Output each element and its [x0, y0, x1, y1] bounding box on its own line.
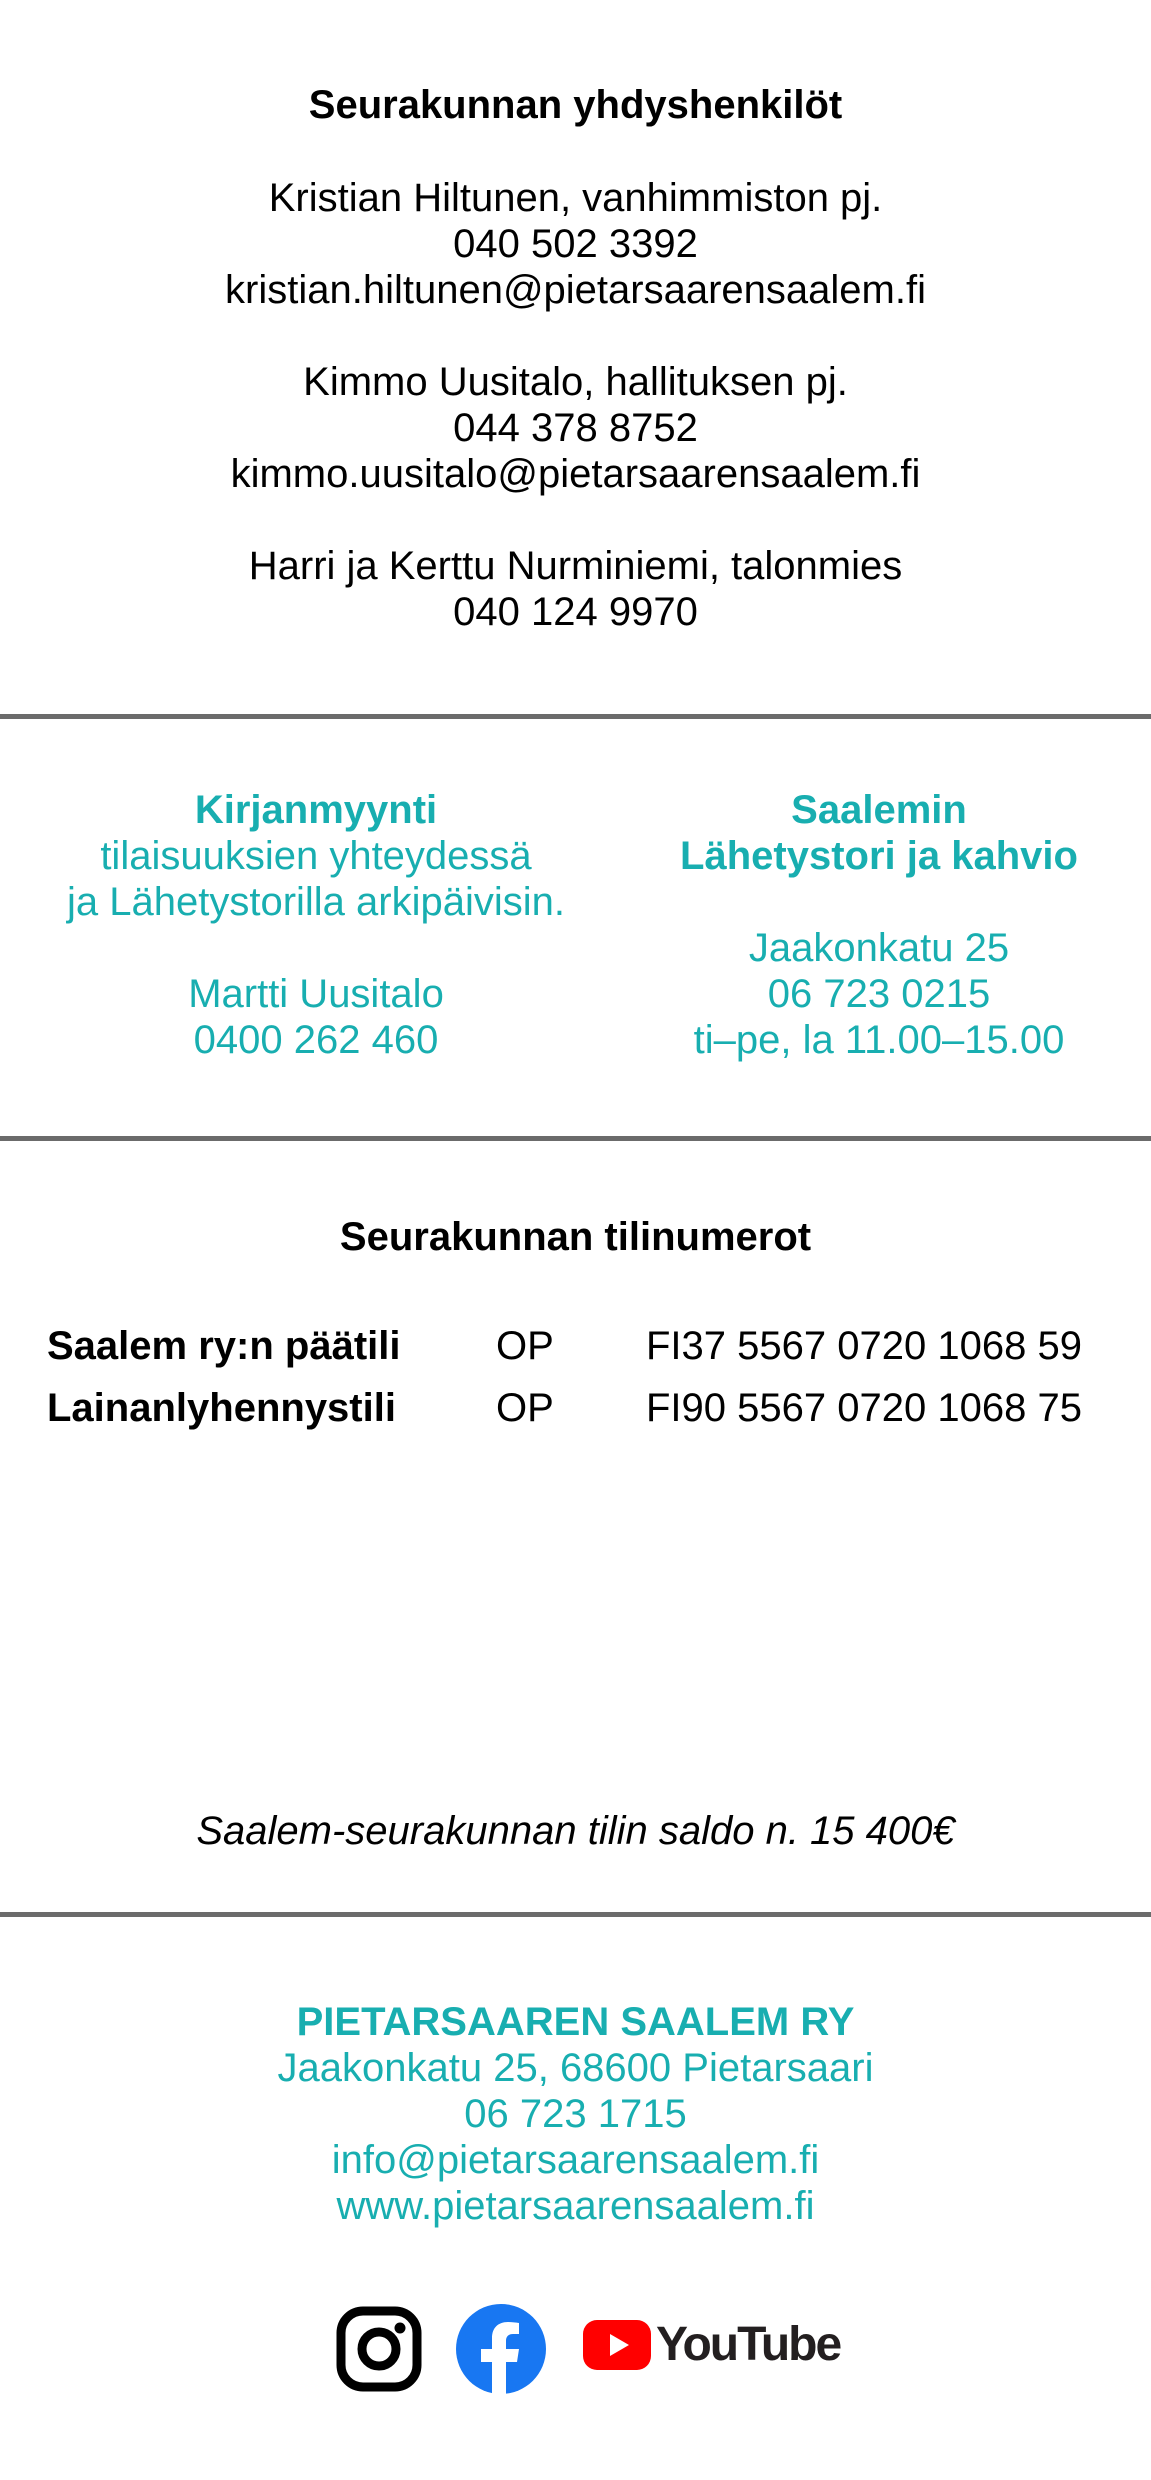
books-line1: tilaisuuksien yhteydessä	[100, 834, 532, 878]
contact-2-name: Kimmo Uusitalo, hallituksen pj.	[303, 360, 848, 404]
contact-3-name: Harri ja Kerttu Nurminiemi, talonmies	[248, 544, 903, 588]
shop-phone: 06 723 0215	[767, 972, 991, 1016]
footer-web[interactable]: www.pietarsaarensaalem.fi	[336, 2184, 815, 2228]
books-line2: ja Lähetystorilla arkipäivisin.	[66, 880, 565, 924]
account-1-iban: FI37 5567 0720 1068 59	[646, 1324, 1082, 1368]
divider-3	[0, 1912, 1151, 1917]
account-2-iban: FI90 5567 0720 1068 75	[646, 1386, 1082, 1430]
shop-title-1: Saalemin	[791, 788, 967, 832]
shop-address: Jaakonkatu 25	[748, 926, 1010, 970]
contact-1-name: Kristian Hiltunen, vanhimmiston pj.	[268, 176, 883, 220]
footer-address: Jaakonkatu 25, 68600 Pietarsaari	[277, 2046, 874, 2090]
account-2-bank: OP	[496, 1386, 554, 1430]
divider-2	[0, 1136, 1151, 1141]
shop-title-2: Lähetystori ja kahvio	[680, 834, 1078, 878]
contact-2-phone: 044 378 8752	[453, 406, 698, 450]
divider-1	[0, 714, 1151, 719]
footer-org: PIETARSAAREN SAALEM RY	[296, 2000, 855, 2044]
contact-2-email[interactable]: kimmo.uusitalo@pietarsaarensaalem.fi	[230, 452, 921, 496]
books-title: Kirjanmyynti	[194, 788, 438, 832]
books-contact-phone: 0400 262 460	[193, 1018, 439, 1062]
contact-3-phone: 040 124 9970	[453, 590, 698, 634]
shop-hours: ti–pe, la 11.00–15.00	[693, 1018, 1065, 1062]
shop-block	[632, 787, 1126, 1063]
books-contact-name: Martti Uusitalo	[188, 972, 444, 1016]
footer-block	[0, 1999, 1151, 2229]
footer-phone: 06 723 1715	[464, 2092, 687, 2136]
youtube-icon[interactable]	[583, 2320, 651, 2370]
contacts-heading: Seurakunnan yhdyshenkilöt	[308, 83, 843, 127]
contact-1-email[interactable]: kristian.hiltunen@pietarsaarensaalem.fi	[225, 268, 926, 312]
footer-email[interactable]: info@pietarsaarensaalem.fi	[331, 2138, 820, 2182]
youtube-wordmark[interactable]: YouTube	[656, 2318, 841, 2371]
account-1-bank: OP	[496, 1324, 554, 1368]
accounts-heading: Seurakunnan tilinumerot	[339, 1215, 812, 1259]
instagram-icon[interactable]	[336, 2306, 422, 2392]
balance-note: Saalem-seurakunnan tilin saldo n. 15 400€	[196, 1809, 955, 1853]
books-block	[0, 787, 632, 1063]
contact-1-phone: 040 502 3392	[453, 222, 698, 266]
account-1-name: Saalem ry:n päätili	[47, 1324, 401, 1368]
account-2-name: Lainanlyhennystili	[47, 1386, 396, 1430]
facebook-icon[interactable]	[456, 2304, 546, 2394]
